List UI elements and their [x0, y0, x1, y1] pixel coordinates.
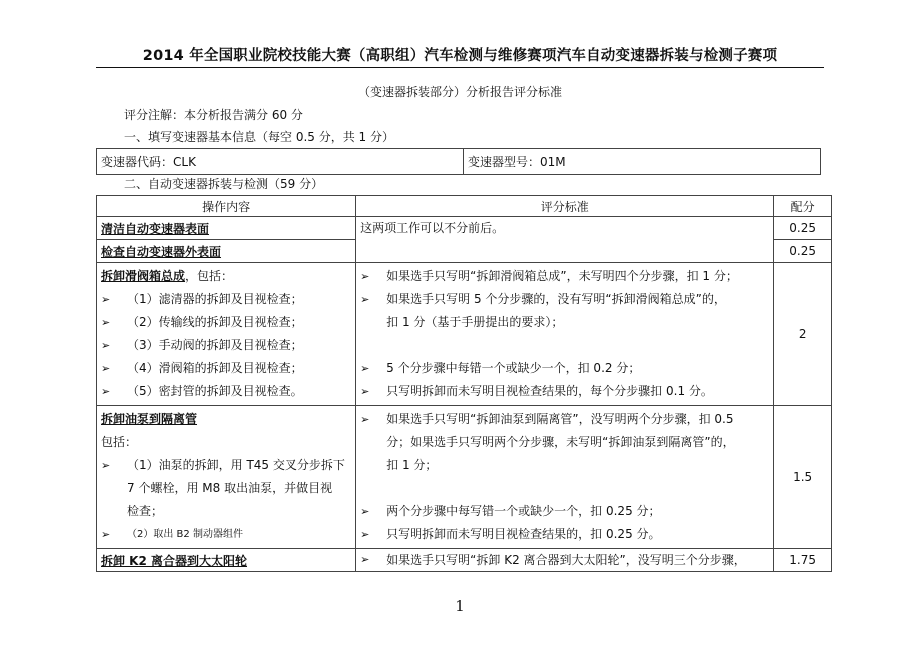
table-row — [97, 263, 832, 406]
table-row — [97, 549, 832, 572]
transmission-model-cell: 变速器型号：01M — [464, 149, 821, 175]
criteria-item: ➢ 5 个分步骤中每错一个或缺少一个，扣 0.2 分； — [360, 357, 769, 380]
list-item: ➢ （2）传输线的拆卸及目视检查； — [101, 311, 351, 334]
table-header-row — [97, 196, 832, 217]
bullet-icon: ➢ — [360, 505, 370, 518]
bullet-icon: ➢ — [360, 413, 370, 426]
bullet-icon: ➢ — [101, 385, 111, 398]
document-subtitle: （变速器拆装部分）分析报告评分标准 — [357, 85, 562, 99]
basic-info-table — [96, 148, 821, 175]
task-suffix: ，包括： — [185, 269, 234, 283]
bullet-icon: ➢ — [101, 316, 111, 329]
header-divider — [96, 67, 824, 68]
header-criteria: 评分标准 — [356, 196, 774, 217]
criteria-item: ➢ 只写明拆卸而未写明目视检查结果的，每个分步骤扣 0.1 分。 — [360, 380, 769, 403]
list-item: ➢ （5）密封管的拆卸及目视检查。 — [101, 380, 351, 403]
task-title: 拆卸油泵到隔离管 — [101, 412, 198, 426]
bullet-icon: ➢ — [101, 293, 111, 306]
task-title: 拆卸滑阀箱总成 — [101, 269, 186, 283]
bullet-icon: ➢ — [360, 270, 370, 283]
task-cell — [97, 406, 356, 549]
bullet-icon: ➢ — [101, 459, 111, 472]
document-header-title: 2014 年全国职业院校技能大赛（高职组）汽车检测与维修赛项汽车自动变速器拆装与检测子赛项 — [142, 48, 778, 64]
list-item-continuation: 7 个螺栓，用 M8 取出油泵，并做目视 — [127, 481, 333, 495]
table-row — [97, 406, 832, 549]
scoring-table — [96, 195, 832, 572]
score-cell: 0.25 — [774, 240, 832, 263]
task-title: 拆卸 K2 离合器到大太阳轮 — [101, 553, 248, 568]
bullet-icon: ➢ — [360, 528, 370, 541]
score-cell: 0.25 — [774, 217, 832, 240]
list-item: ➢ （3）手动阀的拆卸及目视检查； — [101, 334, 351, 357]
header-score: 配分 — [774, 196, 832, 217]
bullet-icon: ➢ — [101, 528, 111, 541]
score-cell: 1.5 — [774, 406, 832, 549]
score-cell: 2 — [774, 263, 832, 406]
table-row — [97, 217, 832, 240]
task-cell — [97, 549, 356, 572]
list-item-continuation: 检查； — [127, 504, 164, 518]
task-heading-line — [101, 265, 351, 288]
criteria-item: 扣 1 分（基于手册提出的要求）； — [386, 315, 564, 329]
criteria-item: ➢ 如果选手只写明“拆卸油泵到隔离管”，没写明两个分步骤，扣 0.5 — [360, 408, 769, 431]
list-item: ➢ （2）取出 B2 制动器组件 — [101, 523, 351, 546]
criteria-item: ➢ 如果选手只写明“拆卸滑阀箱总成”，未写明四个分步骤，扣 1 分； — [360, 265, 769, 288]
score-cell: 1.75 — [774, 549, 832, 572]
scoring-note: 评分注解：本分析报告满分 60 分 — [124, 108, 303, 122]
header-operation: 操作内容 — [97, 196, 356, 217]
list-item: ➢ （1）油泵的拆卸，用 T45 交叉分步拆下 — [101, 454, 351, 477]
bullet-icon: ➢ — [360, 385, 370, 398]
criteria-item: ➢ 如果选手只写明 5 个分步骤的，没有写明“拆卸滑阀箱总成”的， — [360, 288, 769, 311]
criteria-cell: ➢ 如果选手只写明“拆卸 K2 离合器到大太阳轮”，没写明三个分步骤， — [356, 549, 774, 572]
criteria-cell — [356, 217, 774, 263]
list-item: ➢ （4）滑阀箱的拆卸及目视检查； — [101, 357, 351, 380]
task-title: 清洁自动变速器表面 — [101, 221, 210, 236]
bullet-icon: ➢ — [360, 362, 370, 375]
bullet-icon: ➢ — [101, 339, 111, 352]
section-1-heading: 一、填写变速器基本信息（每空 0.5 分，共 1 分） — [124, 130, 394, 144]
list-item: ➢ （1）滤清器的拆卸及目视检查； — [101, 288, 351, 311]
bullet-icon: ➢ — [360, 293, 370, 306]
criteria-cell — [356, 263, 774, 406]
task-cell — [97, 217, 356, 240]
criteria-item: ➢ 只写明拆卸而未写明目视检查结果的，扣 0.25 分。 — [360, 523, 769, 546]
criteria-text: 这两项工作可以不分前后。 — [360, 221, 505, 235]
section-2-heading: 二、自动变速器拆装与检测（59 分） — [124, 177, 324, 191]
bullet-icon: ➢ — [101, 362, 111, 375]
transmission-code-cell: 变速器代码：CLK — [97, 149, 464, 175]
criteria-cell: ➢ 如果选手只写明“拆卸油泵到隔离管”，没写明两个分步骤，扣 0.5 分；如果选手只写明两个分步骤，未写明“拆卸油泵到隔离管”的， 扣 1 分； ➢ 两个分步骤中每写错一个或缺少一个，扣 0.25 分； ➢ 只写明拆卸而未写明目视检查结果的，扣 0.25 分。 — [356, 406, 774, 549]
task-title: 检查自动变速器外表面 — [101, 244, 222, 259]
task-cell — [97, 240, 356, 263]
page-number: 1 — [455, 597, 465, 615]
bullet-icon: ➢ — [360, 553, 370, 566]
task-cell — [97, 263, 356, 406]
criteria-item: ➢ 两个分步骤中每写错一个或缺少一个，扣 0.25 分； — [360, 500, 769, 523]
task-subtitle: 包括： — [101, 435, 138, 449]
